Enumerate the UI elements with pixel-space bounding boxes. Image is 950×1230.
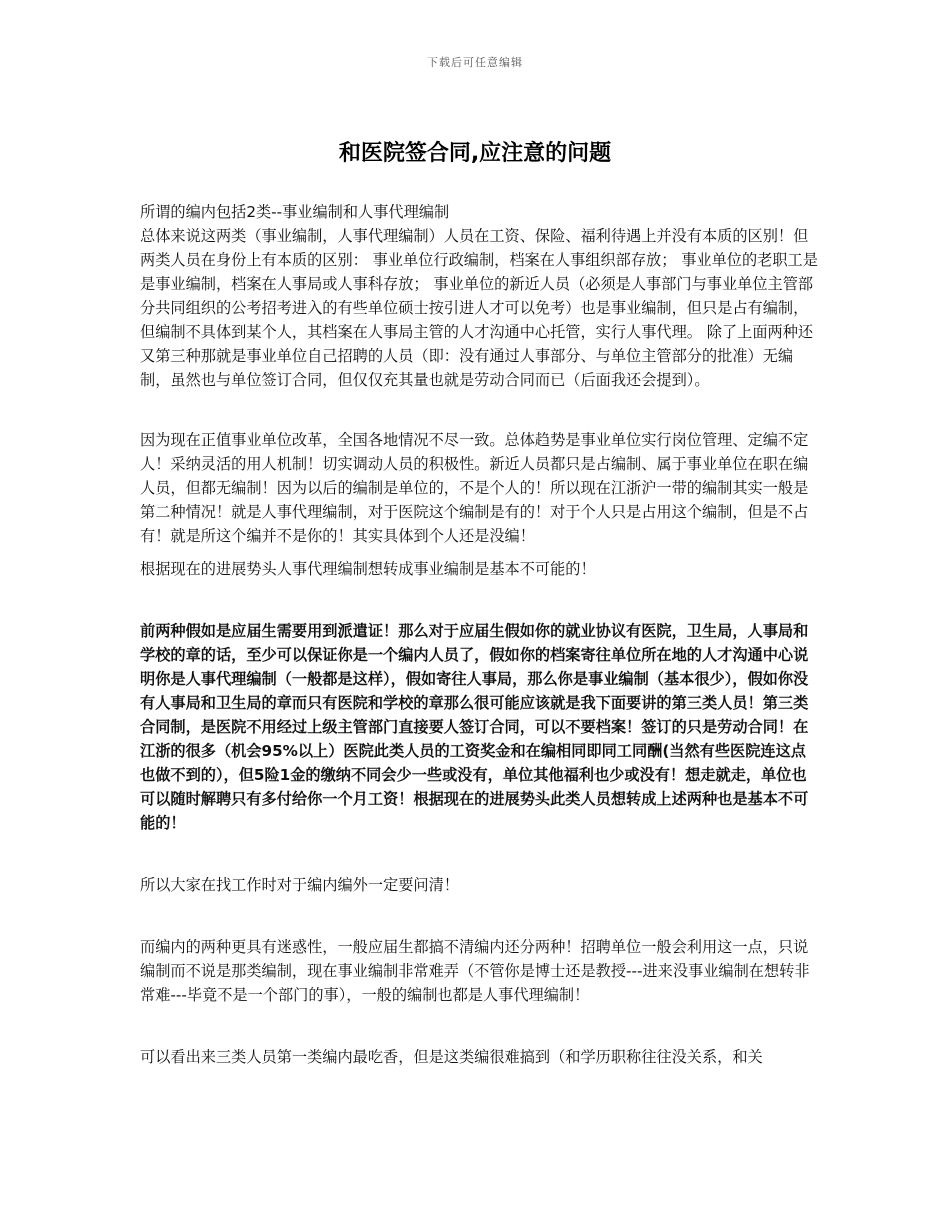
paragraph-reform: 因为现在正值事业单位改革，全国各地情况不尽一致。总体趋势是事业单位实行岗位管理、定编不定人！采纳灵活的用人机制！切实调动人员的积极性。新近人员都只是占编制、属于事业单位在职在编人员，但都无编制！因为以后的编制是单位的，不是个人的！所以现在江浙沪一带的编制其实一般是第二种情况！就是人事代理编制，对于医院这个编制是有的！对于个人只是占用这个编制，但是不占有！就是所这个编并不是你的！其实具体到个人还是没编！ bbox=[140, 431, 809, 545]
paragraph-ask-clearly: 所以大家在找工作时对于编内编外一定要问清！ bbox=[140, 876, 459, 894]
paragraph-spacer bbox=[140, 1007, 820, 1045]
paragraph-confusion: 而编内的两种更具有迷惑性，一般应届生都搞不清编内还分两种！招聘单位一般会利用这一点，只说编制而不说是那类编制，现在事业编制非常难弄（不管你是博士还是教授---进来没事业编制在想转非常难---毕竟不是一个部门的事），一般的编制也都是人事代理编制！ bbox=[140, 938, 810, 1004]
paragraph-two-types: 总体来说这两类（事业编制，人事代理编制）人员在工资、保险、福利待遇上并没有本质的区别！但两类人员在身份上有本质的区别： 事业单位行政编制，档案在人事组织部存放； 事业单位的老职工是是事业编制，档案在人事局或人事科存放； 事业单位的新近人员（必须是人事部门与事业单位主管部分共同组织的公考招考进入的有些单位硕士按引进人才可以免考）也是事业编制，但只是占有编制，但编制不具体到某个人，其档案在人事局主管的人才沟通中心托管，实行人事代理。 除了上面两种还又第三种那就是事业单位自己招聘的人员（即：没有通过人事部分、与单位主管部分的批准）无编制，虽然也与单位签订合同，但仅仅充其量也就是劳动合同而已（后面我还会提到）。 bbox=[140, 227, 818, 389]
paragraph-spacer bbox=[140, 548, 820, 557]
document-body bbox=[140, 200, 820, 1069]
paragraph-spacer bbox=[140, 897, 820, 935]
paragraph-spacer bbox=[140, 581, 820, 619]
paragraph-conclusion: 可以看出来三类人员第一类编内最吃香，但是这类编很难搞到（和学历职称往往没关系，和关 bbox=[140, 1048, 763, 1066]
paragraph-intro: 所谓的编内包括2类--事业编制和人事代理编制 bbox=[140, 203, 450, 221]
paragraph-spacer bbox=[140, 392, 820, 428]
paragraph-bold-dispatch: 前两种假如是应届生需要用到派遣证！那么对于应届生假如你的就业协议有医院，卫生局，人事局和学校的章的话，至少可以保证你是一个编内人员了，假如你的档案寄往单位所在地的人才沟通中心说明你是人事代理编制（一般都是这样），假如寄往人事局，那么你是事业编制（基本很少），假如你没有人事局和卫生局的章而只有医院和学校的章那么很可能应该就是我下面要讲的第三类人员！第三类合同制，是医院不用经过上级主管部门直接要人签订合同，可以不要档案！签订的只是劳动合同！在江浙的很多（机会95%以上）医院此类人员的工资奖金和在编相同即同工同酬(当然有些医院连这点也做不到的），但5险1金的缴纳不同会少一些或没有，单位其他福利也少或没有！想走就走，单位也可以随时解聘只有多付给你一个月工资！根据现在的进展势头此类人员想转成上述两种也是基本不可能的！ bbox=[140, 622, 809, 832]
paragraph-trend: 根据现在的进展势头人事代理编制想转成事业编制是基本不可能的！ bbox=[140, 560, 596, 578]
document-title: 和医院签合同,应注意的问题 bbox=[338, 141, 612, 166]
paragraph-spacer bbox=[140, 835, 820, 873]
page-header-note: 下载后可任意编辑 bbox=[427, 56, 523, 69]
